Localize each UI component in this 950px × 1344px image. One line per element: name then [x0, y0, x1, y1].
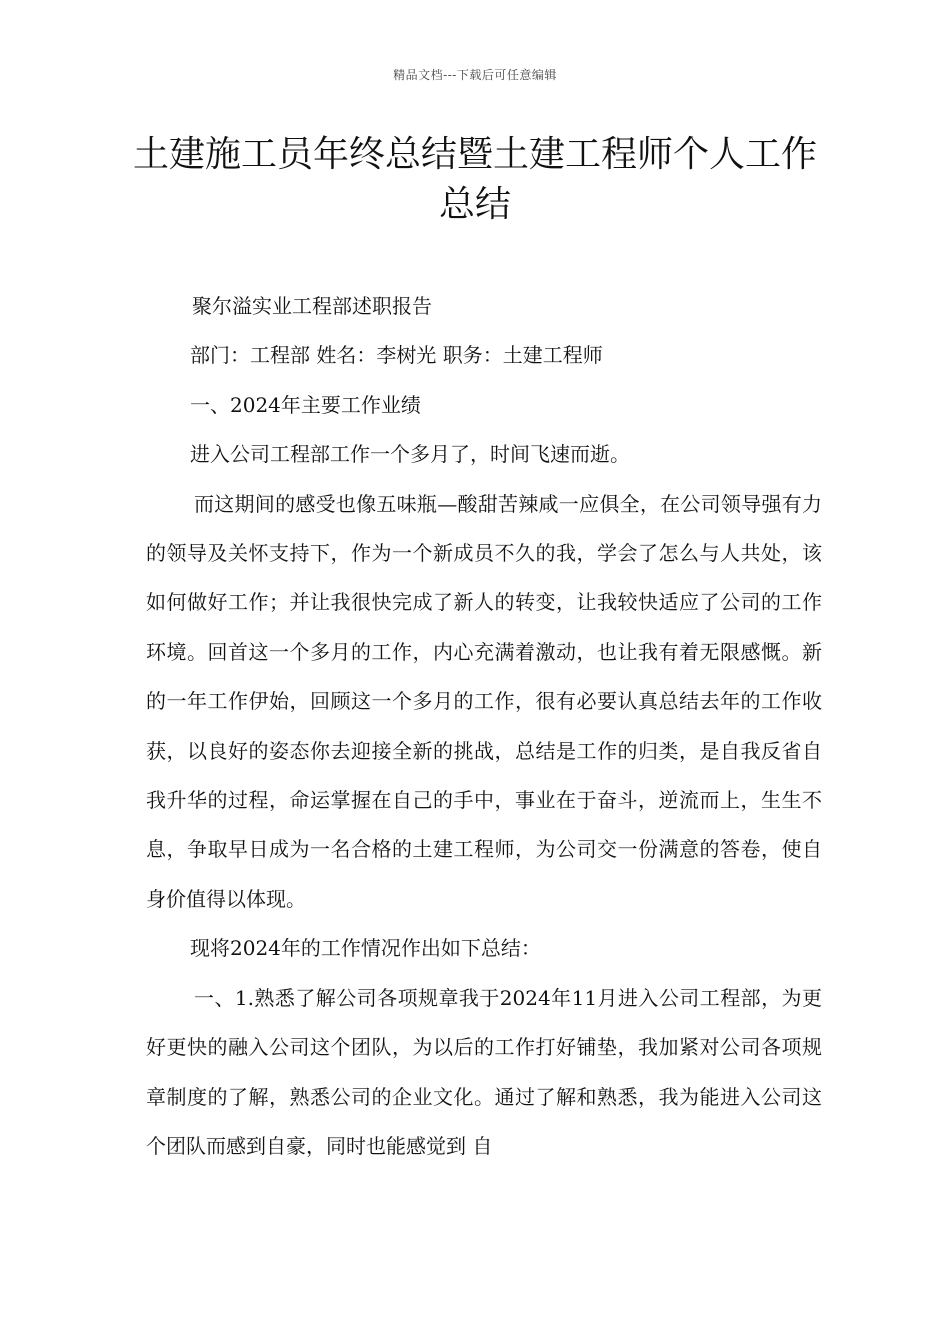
document-title: 土建施工员年终总结暨土建工程师个人工作总结: [132, 134, 817, 225]
paragraph-report-name: 聚尔溢实业工程部述职报告: [192, 294, 432, 318]
paragraph-reflection: 而这期间的感受也像五味瓶—酸甜苦辣咸一应俱全，在公司领导强有力的领导及关怀支持下，作为一个新成员不久的我，学会了怎么与人共处，该如何做好工作；并让我很快完成了新人的转变，让我较快适应了公司的工作环境。回首这一个多月的工作，内心充满着激动，也让我有着无限感慨。新的一年工作伊始，回顾这一个多月的工作，很有必要认真总结去年的工作收获，以良好的姿态你去迎接全新的挑战，总结是工作的归类，是自我反省自我升华的过程，命运掌握在自己的手中，事业在于奋斗，逆流而上，生生不息，争取早日成为一名合格的土建工程师，为公司交一份满意的答卷，使自身价值得以体现。: [146, 491, 822, 911]
document-body: [146, 282, 822, 1171]
paragraph-item-1: 一、1.熟悉了解公司各项规章我于2024年11月进入公司工程部，为更好更快的融入公司这个团队，为以后的工作打好铺垫，我加紧对公司各项规章制度的了解，熟悉公司的企业文化。通过了解和熟悉，我为能进入公司这个团队而感到自豪，同时也能感觉到 自: [146, 985, 822, 1158]
header-note: 精品文档---下载后可任意编辑: [393, 68, 557, 82]
paragraph-summary-lead: 现将2024年的工作情况作出如下总结：: [190, 936, 541, 961]
paragraph-intro: 进入公司工程部工作一个多月了，时间飞速而逝。: [190, 442, 630, 467]
paragraph-department-info: 部门：工程部 姓名：李树光 职务：土建工程师: [190, 343, 603, 368]
paragraph-section-heading: 一、2024年主要工作业绩: [190, 392, 421, 417]
